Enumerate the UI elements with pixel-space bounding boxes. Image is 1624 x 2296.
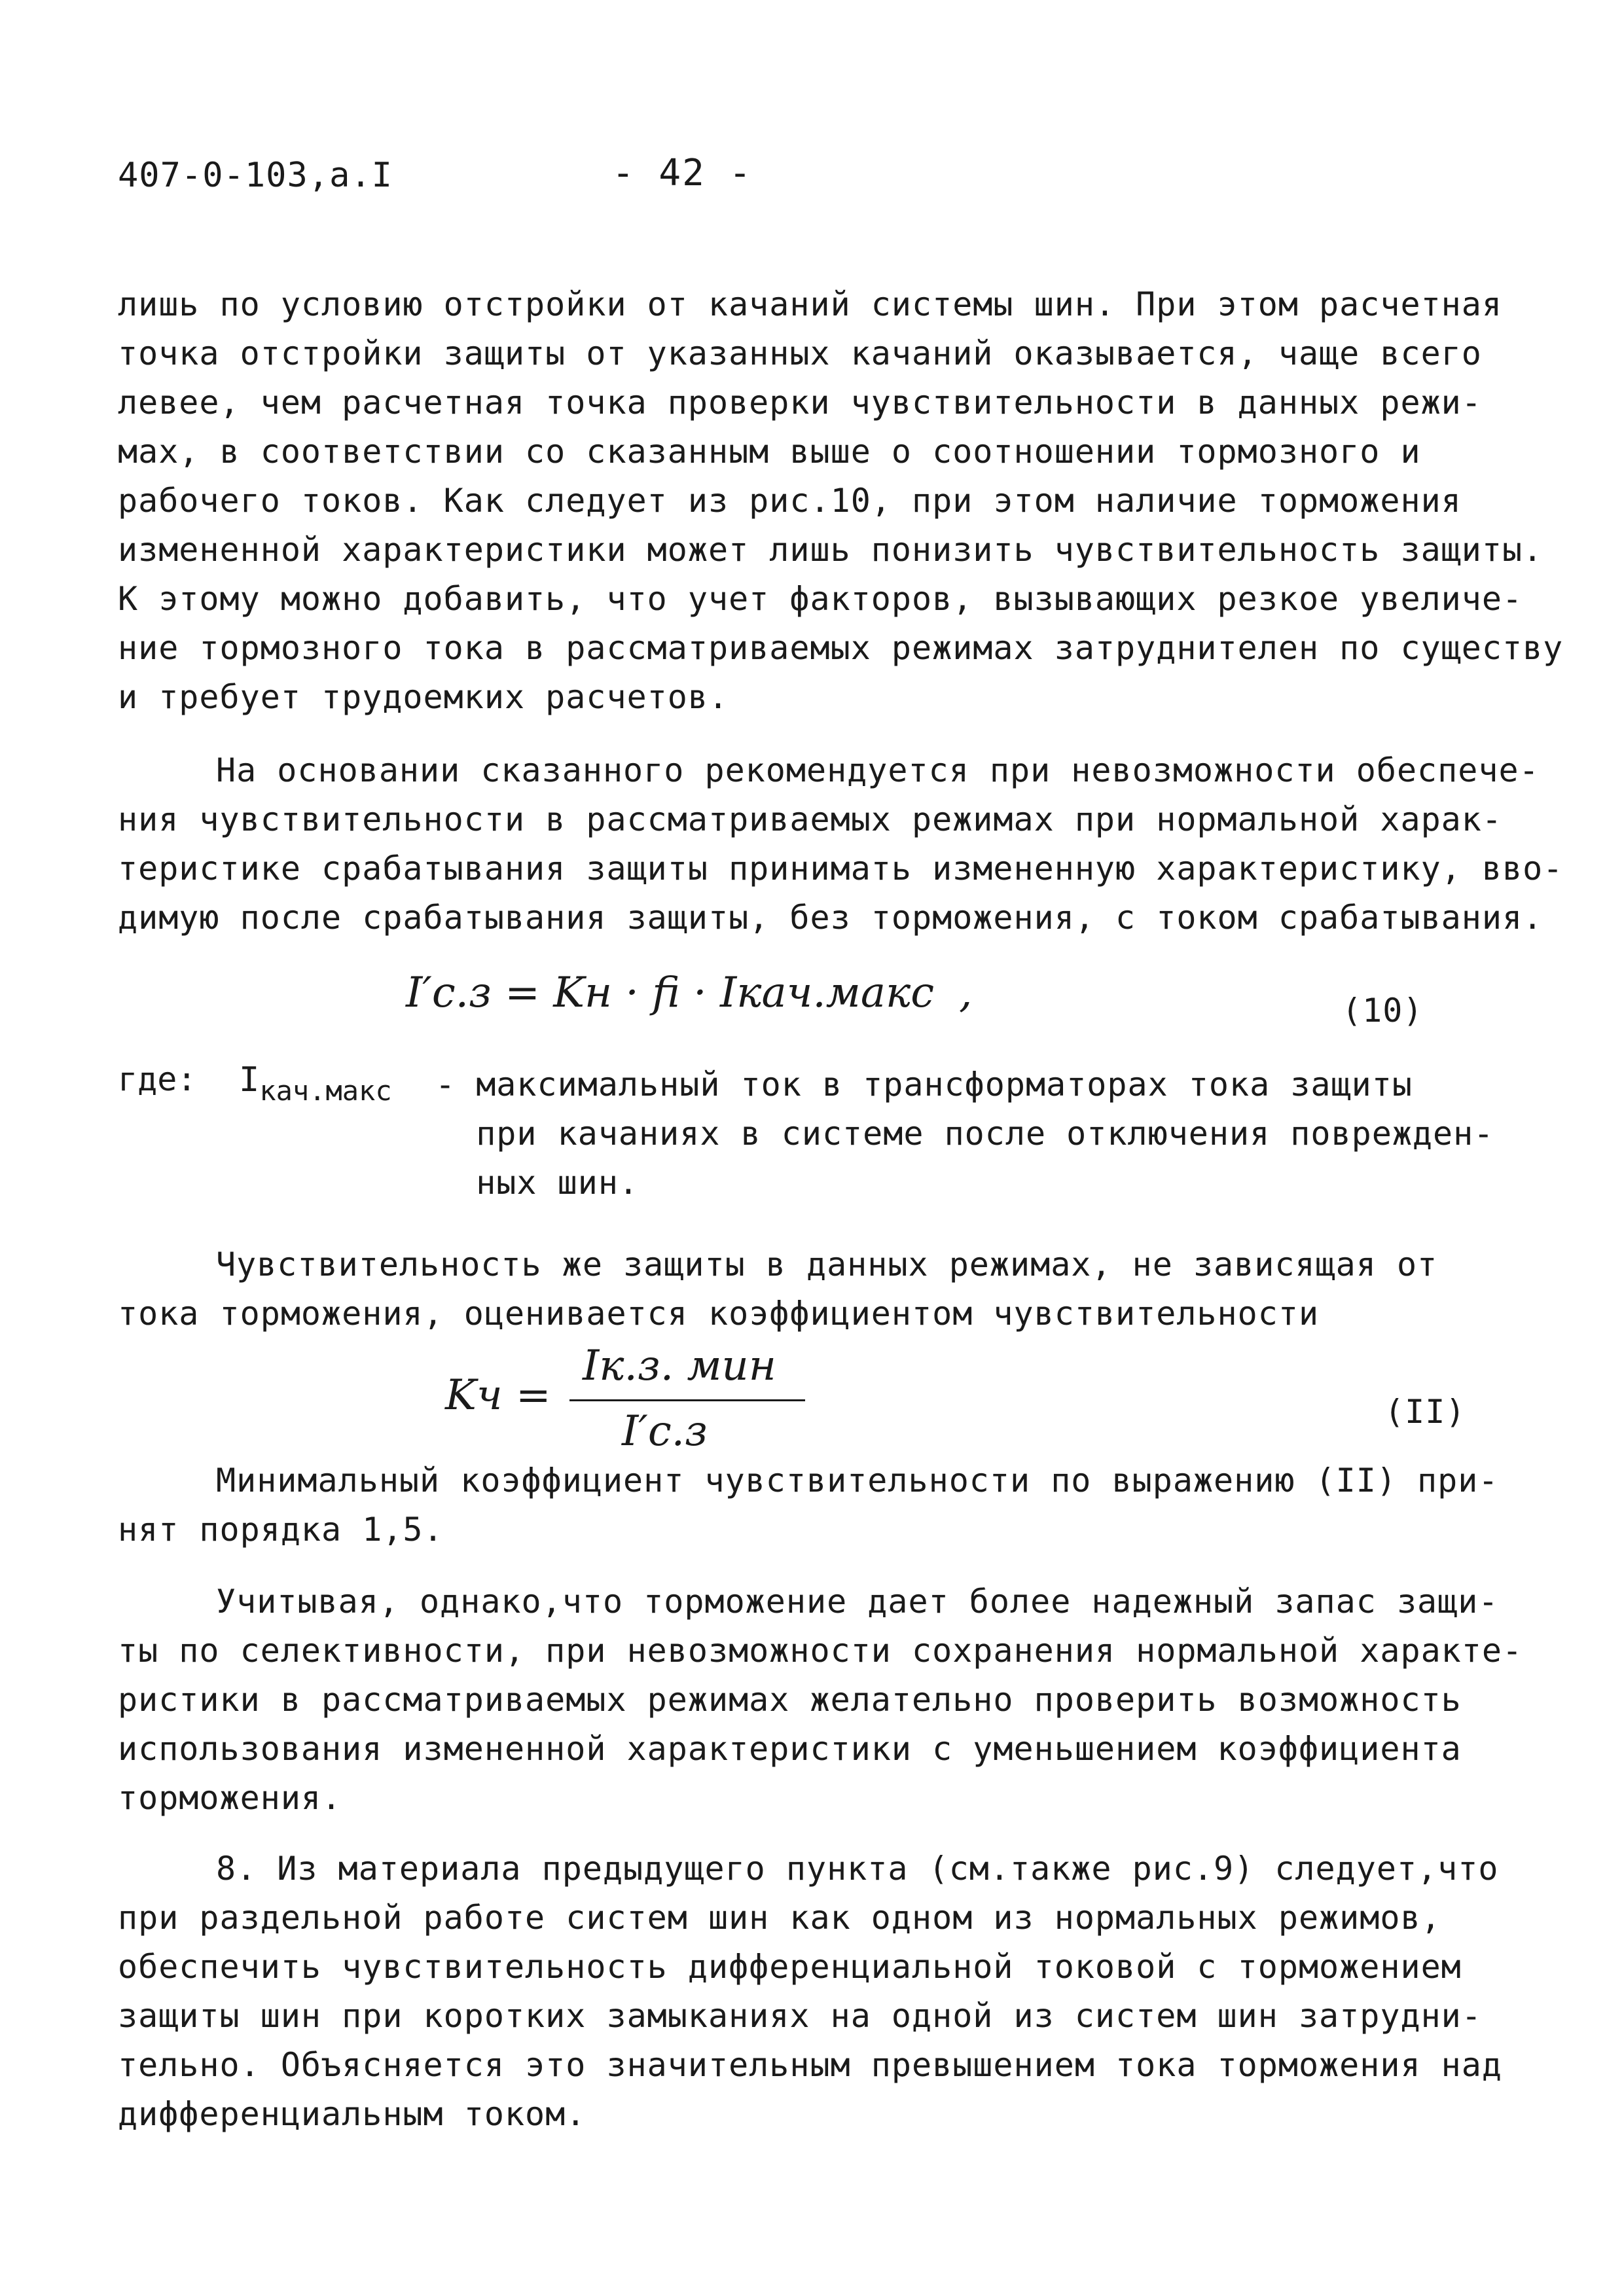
text-line: рабочего токов. Как следует из рис.10, при этом наличие торможения	[118, 482, 1462, 520]
page-number: - 42 -	[612, 152, 753, 194]
where-description	[435, 1060, 1494, 1208]
text-line: ных шин.	[435, 1164, 640, 1202]
text-line: Минимальный коэффициент чувствительности по выражению (II) при-	[216, 1462, 1499, 1499]
text-line: мах, в соответствии со сказанным выше о соотношении тормозного и	[118, 433, 1421, 471]
paragraph-3	[118, 1240, 1506, 1338]
document-code: 407-0-103,а.I	[118, 156, 393, 195]
paragraph-4	[118, 1456, 1506, 1554]
fraction-bar	[569, 1399, 805, 1401]
text-line: Учитывая, однако,что торможение дает более надежный запас защи-	[216, 1583, 1499, 1621]
text-line: обеспечить чувствительность дифференциальной токовой с торможением	[118, 1948, 1462, 1986]
text-line: тока торможения, оценивается коэффициентом чувствительности	[118, 1295, 1320, 1333]
text-line: и требует трудоемких расчетов.	[118, 678, 729, 716]
paragraph-5	[118, 1577, 1523, 1823]
text-line: дифференциальным током.	[118, 2095, 586, 2133]
text-line: - максимальный ток в трансформаторах тока защиты	[435, 1066, 1413, 1103]
text-line: ния чувствительности в рассматриваемых режимах при нормальной харак-	[118, 800, 1502, 838]
text-line: тельно. Объясняется это значительным превышением тока торможения над	[118, 2046, 1502, 2084]
where-label: где:	[118, 1060, 197, 1098]
where-symbol-main: I	[239, 1060, 260, 1100]
text-line: К этому можно добавить, что учет факторов, вызывающих резкое увеличе-	[118, 580, 1523, 618]
text-line: защиты шин при коротких замыканиях на одной из систем шин затрудни-	[118, 1997, 1482, 2035]
text-line: использования измененной характеристики с уменьшением коэффициента	[118, 1730, 1462, 1768]
formula-10-comma: ,	[959, 969, 973, 1017]
text-line: точка отстройки защиты от указанных качаний оказывается, чаще всего	[118, 334, 1482, 372]
text-line: димую после срабатывания защиты, без торможения, с током срабатывания.	[118, 899, 1543, 937]
text-line: ние тормозного тока в рассматриваемых режимах затруднителен по существу	[118, 629, 1564, 667]
text-line: ристики в рассматриваемых режимах желательно проверить возможность	[118, 1681, 1462, 1719]
formula-10: I′с.з = Kн · fi · Iкач.макс	[406, 969, 935, 1017]
paragraph-1	[118, 280, 1564, 722]
formula-11-lhs: Kч =	[445, 1371, 551, 1420]
where-symbol	[239, 1060, 392, 1107]
equation-number-11: (II)	[1384, 1393, 1466, 1431]
text-line: На основании сказанного рекомендуется при невозможности обеспече-	[216, 751, 1540, 789]
text-line: при качаниях в системе после отключения поврежден-	[435, 1115, 1494, 1153]
text-line: 8. Из материала предыдущего пункта (см.также рис.9) следует,что	[216, 1850, 1499, 1888]
text-line: торможения.	[118, 1779, 342, 1817]
where-symbol-sub: кач.макс	[259, 1075, 392, 1107]
text-line: лишь по условию отстройки от качаний системы шин. При этом расчетная	[118, 285, 1502, 323]
text-line: теристике срабатывания защиты принимать измененную характеристику, вво-	[118, 850, 1564, 888]
equation-number-10: (10)	[1342, 992, 1424, 1030]
text-line: при раздельной работе систем шин как одном из нормальных режимов,	[118, 1899, 1441, 1937]
text-line: левее, чем расчетная точка проверки чувствительности в данных режи-	[118, 384, 1482, 422]
text-line: Чувствительность же защиты в данных режимах, не зависящая от	[216, 1246, 1438, 1283]
formula-11-numerator: Iк.з. мин	[583, 1342, 776, 1390]
formula-11-denominator: I′с.з	[622, 1407, 708, 1456]
paragraph-2	[118, 746, 1564, 942]
text-line: измененной характеристики может лишь понизить чувствительность защиты.	[118, 531, 1543, 569]
text-line: нят порядка 1,5.	[118, 1511, 444, 1549]
paragraph-6	[118, 1844, 1506, 2139]
text-line: ты по селективности, при невозможности сохранения нормальной характе-	[118, 1632, 1523, 1670]
